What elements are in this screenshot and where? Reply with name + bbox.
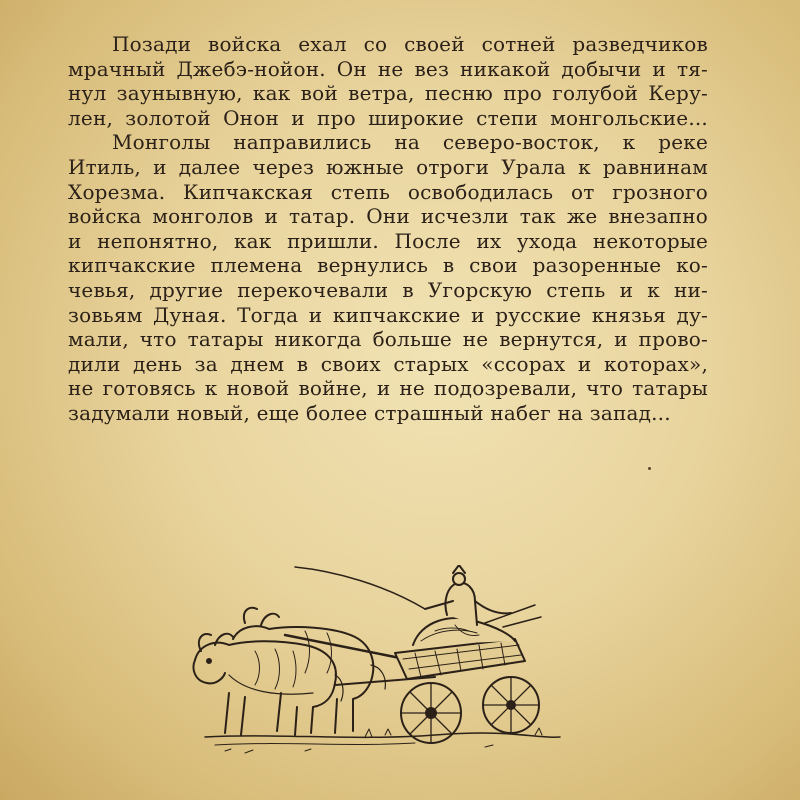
text-line: не готовясь к новой войне, и не подозревали, что татары xyxy=(68,376,708,401)
text-line: мали, что татары никогда больше не вернутся, и прово- xyxy=(68,327,708,352)
text-line: войска монголов и татар. Они исчезли так же внезапно xyxy=(68,204,708,229)
text-line: нул заунывную, как вой ветра, песню про голубой Керу- xyxy=(68,81,708,106)
text-line: лен, золотой Онон и про широкие степи монгольские... xyxy=(68,105,708,130)
text-line: Хорезма. Кипчакская степь освободилась от грозного xyxy=(68,179,708,204)
text-line: Позади войска ехал со своей сотней разведчиков xyxy=(112,32,708,56)
text-line: зовьям Дуная. Тогда и кипчакские и русские князья ду- xyxy=(68,302,708,327)
text-line: задумали новый, еще более страшный набег на запад... xyxy=(68,400,671,425)
text-line: Монголы направились на северо-восток, к реке xyxy=(112,130,708,155)
ink-speck xyxy=(648,467,651,470)
text-line: чевья, другие перекочевали в Угорскую степь и к ни- xyxy=(68,277,708,302)
text-line: мрачный Джебэ-нойон. Он не вез никакой добычи и тя- xyxy=(68,56,708,81)
text-line: и непонятно, как пришли. После их ухода некоторые xyxy=(68,228,708,253)
body-paragraph xyxy=(68,32,708,426)
text-line: кипчакские племена вернулись в свои разоренные ко- xyxy=(68,253,708,278)
text-line: дили день за днем в своих старых «ссорах и которах», xyxy=(68,351,708,376)
text-line: Итиль, и далее через южные отроги Урала к равнинам xyxy=(68,154,708,179)
ox-cart-rider-vignette-icon xyxy=(185,565,565,770)
